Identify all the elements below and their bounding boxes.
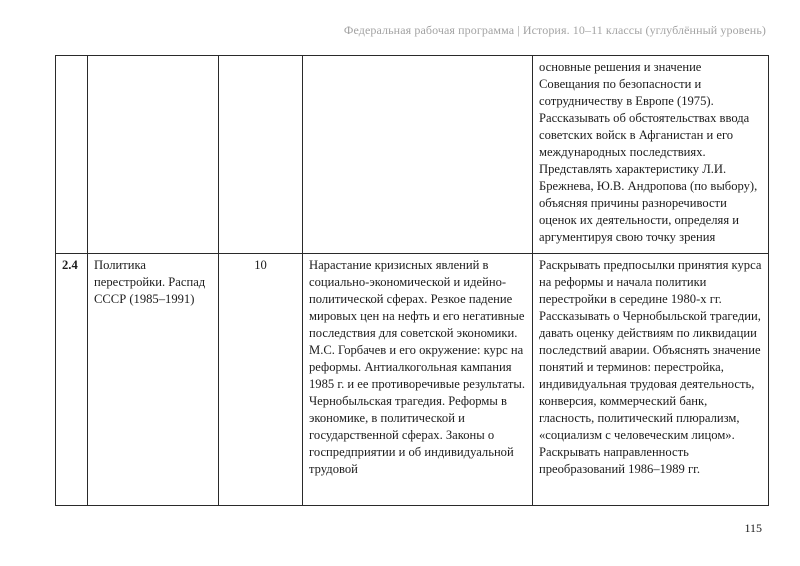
cell-section-number (56, 56, 88, 254)
cell-outcomes: основные решения и значение Совещания по безопасности и сотрудничеству в Европе (1975). Рассказывать об обстоятельствах ввода советских войск в Афганистан и его международных последствиях. Представлять характеристику Л.И. Брежнева, Ю.В. Андропова (по выбору), объясняя причины разноречивости оценок их деятельности, определяя и аргументируя свою точку зрения (533, 56, 769, 254)
cell-content: Нарастание кризисных явлений в социально-экономической и идейно-политической сферах. Резкое падение мировых цен на нефть и его негативные последствия для советской экономики. М.С. Горбачев и его окружение: курс на реформы. Антиалкогольная кампания 1985 г. и ее противоречивые результаты. Чернобыльская трагедия. Реформы в экономике, в политической и государственной сферах. Законы о госпредприятии и об индивидуальной трудовой (303, 254, 533, 506)
cell-hours: 10 (219, 254, 303, 506)
cell-topic (88, 56, 219, 254)
curriculum-table (55, 55, 769, 506)
running-header: Федеральная рабочая программа | История. 10–11 классы (углублённый уровень) (343, 23, 766, 37)
cell-content (303, 56, 533, 254)
table-row-continuation (56, 56, 769, 254)
table-row-perestroika (56, 254, 769, 506)
cell-section-number: 2.4 (56, 254, 88, 506)
page-number: 115 (744, 521, 762, 535)
cell-outcomes: Раскрывать предпосылки принятия курса на реформы и начала политики перестройки в середине 1980-х гг. Рассказывать о Чернобыльской трагедии, давать оценку действиям по ликвидации последствий аварии. Объяснять значение понятий и терминов: перестройка, индивидуальная трудовая деятельность, конверсия, коммерческий банк, гласность, политический плюрализм, «социализм с человеческим лицом». Раскрывать направленность преобразований 1986–1989 гг. (533, 254, 769, 506)
cell-topic: Политика перестройки. Распад СССР (1985–1991) (88, 254, 219, 506)
cell-hours (219, 56, 303, 254)
